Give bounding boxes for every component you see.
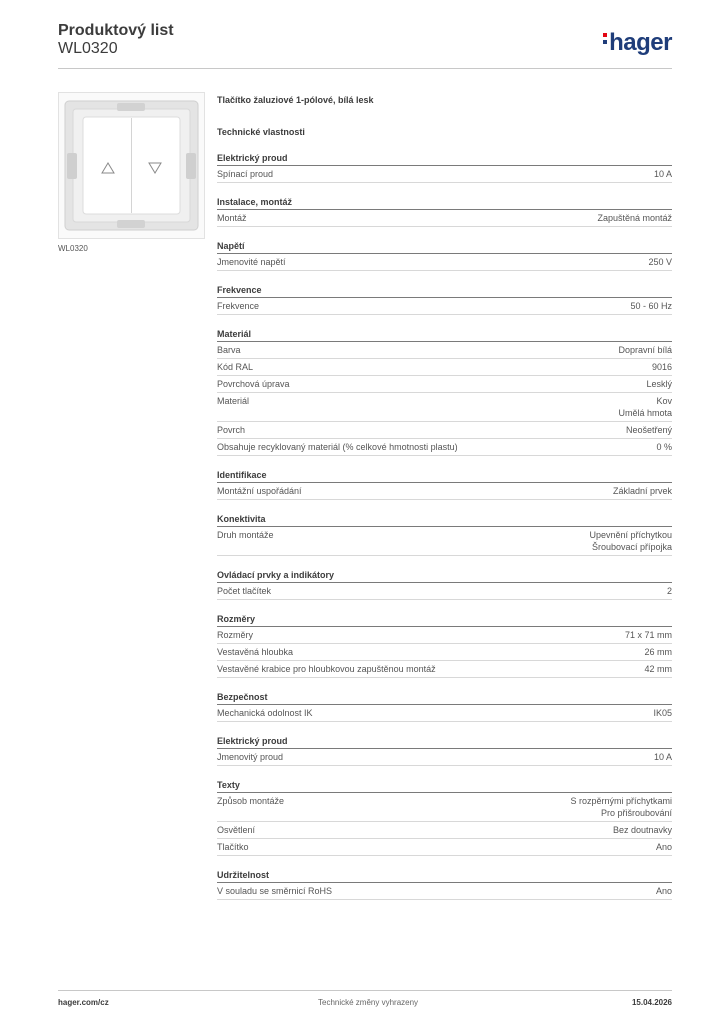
spec-value <box>654 751 672 763</box>
spec-label: Kód RAL <box>217 362 254 372</box>
spec-label: Barva <box>217 345 241 355</box>
spec-section <box>217 514 672 556</box>
spec-value <box>656 841 672 853</box>
spec-value-line: Lesklý <box>646 379 672 389</box>
spec-section <box>217 614 672 678</box>
spec-value-line: S rozpěrnými příchytkami <box>570 796 672 806</box>
spec-sections <box>217 153 672 900</box>
spec-value-line: 10 A <box>653 169 672 179</box>
spec-label: Osvětlení <box>217 825 256 835</box>
section-title: Texty <box>217 780 672 793</box>
section-title: Materiál <box>217 329 672 342</box>
spec-label: Počet tlačítek <box>217 586 272 596</box>
spec-label: Rozměry <box>217 630 254 640</box>
product-title: Tlačítko žaluziové 1-pólové, bílá lesk <box>217 95 374 105</box>
spec-value-line: 50 - 60 Hz <box>630 301 672 311</box>
spec-value <box>613 485 672 497</box>
spec-value <box>646 378 672 390</box>
spec-label: Povrch <box>217 425 246 435</box>
section-title: Ovládací prvky a indikátory <box>217 570 672 583</box>
spec-value <box>653 707 672 719</box>
spec-value-line: 42 mm <box>644 664 672 674</box>
spec-value <box>656 885 672 897</box>
section-title: Identifikace <box>217 470 672 483</box>
spec-row <box>217 298 672 315</box>
spec-label: V souladu se směrnicí RoHS <box>217 886 333 896</box>
spec-label: Montážní uspořádání <box>217 486 302 496</box>
spec-value-line: Ano <box>655 842 672 852</box>
document-header <box>58 22 174 58</box>
spec-value <box>570 795 672 819</box>
spec-section <box>217 570 672 600</box>
spec-section <box>217 197 672 227</box>
spec-value <box>644 663 672 675</box>
spec-label: Způsob montáže <box>217 796 285 806</box>
footer-divider <box>58 990 672 991</box>
spec-label: Mechanická odolnost IK <box>217 708 313 718</box>
spec-value <box>597 212 672 224</box>
spec-section <box>217 153 672 183</box>
spec-label: Vestavěná hloubka <box>217 647 294 657</box>
header-divider <box>58 68 672 69</box>
photo-caption: WL0320 <box>58 244 88 253</box>
spec-row <box>217 342 672 359</box>
spec-value <box>589 529 672 553</box>
spec-row <box>217 705 672 722</box>
spec-value <box>656 441 672 453</box>
spec-value-line: IK05 <box>653 708 672 718</box>
spec-row <box>217 749 672 766</box>
spec-row <box>217 210 672 227</box>
spec-value <box>613 824 672 836</box>
spec-value <box>626 424 672 436</box>
spec-row <box>217 527 672 556</box>
spec-row <box>217 439 672 456</box>
spec-value-line: 9016 <box>651 362 672 372</box>
spec-row <box>217 393 672 422</box>
spec-value <box>618 395 672 419</box>
brand-logo <box>603 30 672 56</box>
spec-value-line: Bez doutnavky <box>612 825 672 835</box>
spec-value-line: 250 V <box>648 257 672 267</box>
spec-row <box>217 166 672 183</box>
footer-disclaimer: Technické změny vyhrazeny <box>318 998 419 1007</box>
spec-value-line: 2 <box>666 586 672 596</box>
spec-section <box>217 692 672 722</box>
spec-section <box>217 780 672 856</box>
spec-value <box>648 256 672 268</box>
spec-value <box>630 300 672 312</box>
spec-value-line: Šroubovací přípojka <box>591 542 672 552</box>
spec-row <box>217 583 672 600</box>
spec-value <box>625 629 672 641</box>
spec-section <box>217 285 672 315</box>
spec-label: Frekvence <box>217 301 260 311</box>
spec-value-line: Základní prvek <box>612 486 672 496</box>
spec-row <box>217 793 672 822</box>
spec-label: Druh montáže <box>217 530 274 540</box>
spec-value-line: Ano <box>655 886 672 896</box>
spec-section <box>217 736 672 766</box>
spec-value-line: Kov <box>656 396 672 406</box>
spec-row <box>217 483 672 500</box>
spec-label: Materiál <box>217 396 250 406</box>
section-title: Udržitelnost <box>217 870 672 883</box>
footer-date: 15.04.2026 <box>631 998 672 1007</box>
specification-table <box>217 95 672 900</box>
spec-section <box>217 241 672 271</box>
spec-label: Montáž <box>217 213 247 223</box>
spec-row <box>217 422 672 439</box>
spec-label: Jmenovité napětí <box>217 257 286 267</box>
spec-value-line: Umělá hmota <box>618 408 672 418</box>
spec-value-line: 10 A <box>653 752 672 762</box>
spec-label: Povrchová úprava <box>217 379 290 389</box>
spec-row <box>217 661 672 678</box>
spec-row <box>217 644 672 661</box>
spec-value <box>618 344 672 356</box>
spec-value-line: Zapuštěná montáž <box>597 213 672 223</box>
spec-section <box>217 329 672 456</box>
spec-value-line: Neošetřený <box>625 425 672 435</box>
spec-row <box>217 822 672 839</box>
spec-label: Jmenovitý proud <box>217 752 284 762</box>
spec-row <box>217 359 672 376</box>
section-title: Rozměry <box>217 614 672 627</box>
spec-row <box>217 627 672 644</box>
section-title: Bezpečnost <box>217 692 672 705</box>
spec-section <box>217 870 672 900</box>
spec-value <box>652 361 672 373</box>
spec-value-line: Upevnění příchytkou <box>589 530 672 540</box>
section-title: Instalace, montáž <box>217 197 672 210</box>
footer-website: hager.com/cz <box>58 998 109 1007</box>
document-title: Produktový list <box>58 22 174 39</box>
spec-value <box>644 646 672 658</box>
section-title: Elektrický proud <box>217 153 672 166</box>
product-code: WL0320 <box>58 40 118 57</box>
spec-value-line: 71 x 71 mm <box>624 630 672 640</box>
spec-label: Obsahuje recyklovaný materiál (% celkové hmotnosti plastu) <box>217 442 458 452</box>
section-title: Frekvence <box>217 285 672 298</box>
spec-row <box>217 254 672 271</box>
logo-text: hager <box>609 29 672 56</box>
spec-value-line: 0 % <box>656 442 672 452</box>
spec-label: Vestavěné krabice pro hloubkovou zapuštěnou montáž <box>217 664 436 674</box>
section-title: Konektivita <box>217 514 672 527</box>
logo-dots-icon <box>603 33 607 47</box>
spec-value-line: Pro přišroubování <box>600 808 672 818</box>
spec-value-line: 26 mm <box>644 647 672 657</box>
product-photo <box>58 92 205 239</box>
spec-label: Tlačítko <box>217 842 249 852</box>
spec-row <box>217 839 672 856</box>
blind-switch-image <box>59 93 204 238</box>
section-title: Napětí <box>217 241 672 254</box>
spec-label: Spínací proud <box>217 169 274 179</box>
spec-value-line: Dopravní bílá <box>618 345 672 355</box>
spec-section <box>217 470 672 500</box>
spec-row <box>217 376 672 393</box>
spec-value <box>654 168 672 180</box>
spec-row <box>217 883 672 900</box>
section-title: Elektrický proud <box>217 736 672 749</box>
technical-properties-heading: Technické vlastnosti <box>217 127 305 137</box>
spec-value <box>667 585 672 597</box>
